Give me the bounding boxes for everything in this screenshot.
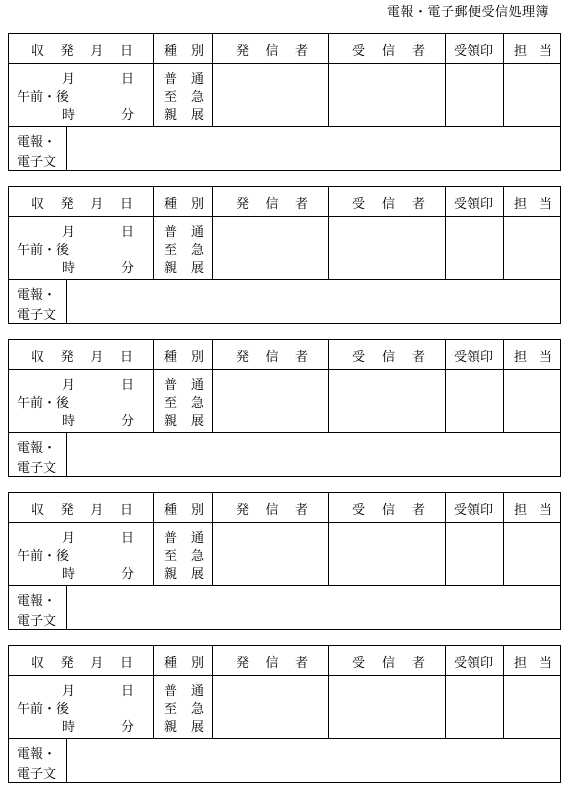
header-char: 日 [119, 197, 133, 212]
month-label: 月 [62, 684, 76, 699]
hour-label: 時 [62, 414, 76, 429]
sender-field[interactable] [213, 523, 329, 585]
ampm-label: 午前・後 [17, 702, 70, 717]
message-label [9, 280, 67, 324]
type-char: 展 [190, 261, 204, 276]
header-charge [504, 340, 560, 370]
type-char: 至 [164, 549, 178, 564]
type-personal [164, 716, 204, 735]
type-field[interactable] [154, 523, 213, 585]
type-normal [164, 680, 204, 699]
header-char: 担 [514, 197, 528, 212]
type-char: 親 [164, 720, 178, 735]
type-field[interactable] [154, 676, 213, 738]
header-char: 発 [60, 197, 74, 212]
header-char: 者 [294, 350, 308, 365]
type-char: 普 [164, 684, 178, 699]
header-seal-label: 受領印 [454, 350, 494, 365]
page-title: 電報・電子郵便受信処理簿 [386, 5, 549, 20]
day-label: 日 [121, 378, 135, 393]
sender-field[interactable] [213, 64, 329, 126]
day-label: 日 [121, 531, 135, 546]
header-char: 種 [164, 44, 178, 59]
header-char: 担 [514, 656, 528, 671]
type-char: 展 [190, 414, 204, 429]
header-seal-label: 受領印 [454, 656, 494, 671]
header-char: 信 [381, 656, 395, 671]
header-seal [446, 340, 504, 370]
sender-field[interactable] [213, 676, 329, 738]
day-label: 日 [121, 684, 135, 699]
header-char: 日 [119, 44, 133, 59]
header-char: 発 [236, 350, 250, 365]
header-char: 収 [31, 197, 45, 212]
type-char: 普 [164, 378, 178, 393]
type-char: 急 [190, 549, 204, 564]
header-sender [213, 340, 329, 370]
type-char: 通 [190, 378, 204, 393]
record-block [8, 186, 561, 324]
header-char: 者 [411, 503, 425, 518]
header-char: 月 [90, 197, 104, 212]
message-label-line2: 電子文 [17, 308, 57, 323]
charge-field[interactable] [504, 370, 560, 432]
header-char: 発 [236, 44, 250, 59]
type-char: 通 [190, 531, 204, 546]
header-char: 受 [352, 503, 366, 518]
message-field[interactable] [67, 739, 560, 783]
hour-label: 時 [62, 261, 76, 276]
header-char: 収 [31, 44, 45, 59]
header-received-date [9, 493, 154, 523]
header-char: 当 [538, 350, 552, 365]
header-char: 担 [514, 350, 528, 365]
received-date-field[interactable] [9, 64, 154, 126]
record-block [8, 492, 561, 630]
message-label-line1: 電報・ [17, 288, 57, 303]
message-field[interactable] [67, 586, 560, 630]
header-sender [213, 646, 329, 676]
month-label: 月 [62, 225, 76, 240]
header-char: 当 [538, 656, 552, 671]
header-recipient [329, 646, 446, 676]
message-field[interactable] [67, 433, 560, 477]
header-char: 当 [538, 503, 552, 518]
header-char: 発 [236, 503, 250, 518]
type-field[interactable] [154, 370, 213, 432]
minute-label: 分 [121, 720, 135, 735]
header-char: 発 [60, 44, 74, 59]
ampm-label: 午前・後 [17, 90, 70, 105]
month-label: 月 [62, 378, 76, 393]
header-char: 日 [119, 656, 133, 671]
recipient-field[interactable] [329, 676, 446, 738]
type-char: 展 [190, 720, 204, 735]
message-row [9, 432, 560, 476]
message-row [9, 126, 560, 170]
type-field[interactable] [154, 217, 213, 279]
type-personal [164, 257, 204, 276]
seal-field[interactable] [446, 676, 504, 738]
header-char: 当 [538, 197, 552, 212]
type-char: 普 [164, 531, 178, 546]
header-type [154, 34, 213, 64]
type-normal [164, 221, 204, 240]
month-label: 月 [62, 72, 76, 87]
header-char: 受 [352, 44, 366, 59]
header-char: 別 [190, 656, 204, 671]
header-type [154, 646, 213, 676]
header-char: 者 [411, 350, 425, 365]
header-recipient [329, 187, 446, 217]
message-label [9, 127, 67, 171]
message-label [9, 739, 67, 783]
charge-field[interactable] [504, 217, 560, 279]
header-char: 者 [411, 656, 425, 671]
header-char: 収 [31, 350, 45, 365]
type-char: 至 [164, 243, 178, 258]
seal-field[interactable] [446, 370, 504, 432]
header-char: 信 [265, 197, 279, 212]
header-char: 種 [164, 350, 178, 365]
message-label [9, 433, 67, 477]
ampm-label: 午前・後 [17, 243, 70, 258]
type-urgent [164, 392, 204, 411]
type-char: 通 [190, 72, 204, 87]
header-charge [504, 493, 560, 523]
type-personal [164, 104, 204, 123]
minute-label: 分 [121, 261, 135, 276]
hour-label: 時 [62, 720, 76, 735]
header-charge [504, 34, 560, 64]
type-personal [164, 563, 204, 582]
type-char: 急 [190, 243, 204, 258]
record-block [8, 645, 561, 783]
type-char: 普 [164, 72, 178, 87]
message-row [9, 279, 560, 323]
minute-label: 分 [121, 567, 135, 582]
header-char: 別 [190, 197, 204, 212]
record-block [8, 339, 561, 477]
type-char: 急 [190, 702, 204, 717]
type-char: 通 [190, 684, 204, 699]
header-char: 受 [352, 197, 366, 212]
minute-label: 分 [121, 108, 135, 123]
header-recipient [329, 34, 446, 64]
header-seal [446, 646, 504, 676]
header-char: 者 [294, 197, 308, 212]
header-char: 月 [90, 350, 104, 365]
header-char: 日 [119, 350, 133, 365]
message-label-line1: 電報・ [17, 594, 57, 609]
type-char: 至 [164, 702, 178, 717]
received-date-field[interactable] [9, 676, 154, 738]
header-type [154, 493, 213, 523]
message-field[interactable] [67, 127, 560, 171]
header-char: 信 [265, 44, 279, 59]
header-received-date [9, 646, 154, 676]
header-seal-label: 受領印 [454, 44, 494, 59]
received-date-field[interactable] [9, 217, 154, 279]
header-char: 収 [31, 656, 45, 671]
header-char: 者 [294, 656, 308, 671]
header-char: 別 [190, 350, 204, 365]
header-char: 信 [381, 197, 395, 212]
type-char: 至 [164, 90, 178, 105]
header-charge [504, 646, 560, 676]
message-label-line2: 電子文 [17, 614, 57, 629]
header-sender [213, 493, 329, 523]
charge-field[interactable] [504, 64, 560, 126]
header-char: 発 [60, 503, 74, 518]
sender-field[interactable] [213, 370, 329, 432]
message-label-line1: 電報・ [17, 441, 57, 456]
received-date-field[interactable] [9, 370, 154, 432]
seal-field[interactable] [446, 217, 504, 279]
type-char: 親 [164, 414, 178, 429]
header-char: 発 [236, 197, 250, 212]
header-received-date [9, 187, 154, 217]
header-char: 種 [164, 197, 178, 212]
header-charge [504, 187, 560, 217]
type-normal [164, 68, 204, 87]
header-recipient [329, 340, 446, 370]
header-char: 信 [265, 656, 279, 671]
recipient-field[interactable] [329, 523, 446, 585]
type-normal [164, 527, 204, 546]
header-seal-label: 受領印 [454, 503, 494, 518]
seal-field[interactable] [446, 64, 504, 126]
header-char: 信 [265, 503, 279, 518]
header-char: 担 [514, 503, 528, 518]
hour-label: 時 [62, 567, 76, 582]
type-normal [164, 374, 204, 393]
header-char: 当 [538, 44, 552, 59]
message-row [9, 585, 560, 629]
header-char: 発 [236, 656, 250, 671]
message-field[interactable] [67, 280, 560, 324]
type-char: 展 [190, 567, 204, 582]
type-urgent [164, 86, 204, 105]
type-urgent [164, 545, 204, 564]
message-label-line1: 電報・ [17, 747, 57, 762]
message-label-line2: 電子文 [17, 767, 57, 782]
type-char: 急 [190, 90, 204, 105]
recipient-field[interactable] [329, 64, 446, 126]
header-char: 担 [514, 44, 528, 59]
minute-label: 分 [121, 414, 135, 429]
header-char: 受 [352, 656, 366, 671]
header-sender [213, 34, 329, 64]
header-type [154, 187, 213, 217]
type-char: 親 [164, 108, 178, 123]
recipient-field[interactable] [329, 217, 446, 279]
header-type [154, 340, 213, 370]
sender-field[interactable] [213, 217, 329, 279]
seal-field[interactable] [446, 523, 504, 585]
header-char: 者 [411, 44, 425, 59]
header-char: 月 [90, 44, 104, 59]
type-char: 普 [164, 225, 178, 240]
header-received-date [9, 34, 154, 64]
header-char: 信 [381, 44, 395, 59]
charge-field[interactable] [504, 523, 560, 585]
type-char: 親 [164, 261, 178, 276]
header-seal [446, 34, 504, 64]
header-char: 日 [119, 503, 133, 518]
header-char: 月 [90, 656, 104, 671]
header-char: 受 [352, 350, 366, 365]
header-char: 種 [164, 656, 178, 671]
header-char: 月 [90, 503, 104, 518]
header-char: 別 [190, 503, 204, 518]
header-char: 者 [294, 503, 308, 518]
month-label: 月 [62, 531, 76, 546]
hour-label: 時 [62, 108, 76, 123]
header-char: 別 [190, 44, 204, 59]
type-field[interactable] [154, 64, 213, 126]
message-row [9, 738, 560, 782]
header-sender [213, 187, 329, 217]
header-char: 信 [381, 503, 395, 518]
recipient-field[interactable] [329, 370, 446, 432]
header-seal [446, 493, 504, 523]
header-seal-label: 受領印 [454, 197, 494, 212]
received-date-field[interactable] [9, 523, 154, 585]
type-char: 通 [190, 225, 204, 240]
header-char: 信 [265, 350, 279, 365]
header-char: 信 [381, 350, 395, 365]
header-char: 種 [164, 503, 178, 518]
header-char: 者 [411, 197, 425, 212]
header-recipient [329, 493, 446, 523]
message-label-line2: 電子文 [17, 155, 57, 170]
type-urgent [164, 239, 204, 258]
type-personal [164, 410, 204, 429]
type-char: 親 [164, 567, 178, 582]
day-label: 日 [121, 225, 135, 240]
ampm-label: 午前・後 [17, 396, 70, 411]
type-char: 急 [190, 396, 204, 411]
message-label [9, 586, 67, 630]
type-char: 展 [190, 108, 204, 123]
header-seal [446, 187, 504, 217]
header-char: 発 [60, 350, 74, 365]
day-label: 日 [121, 72, 135, 87]
charge-field[interactable] [504, 676, 560, 738]
record-block [8, 33, 561, 171]
header-char: 収 [31, 503, 45, 518]
ampm-label: 午前・後 [17, 549, 70, 564]
type-urgent [164, 698, 204, 717]
type-char: 至 [164, 396, 178, 411]
header-char: 発 [60, 656, 74, 671]
header-received-date [9, 340, 154, 370]
message-label-line2: 電子文 [17, 461, 57, 476]
message-label-line1: 電報・ [17, 135, 57, 150]
header-char: 者 [294, 44, 308, 59]
